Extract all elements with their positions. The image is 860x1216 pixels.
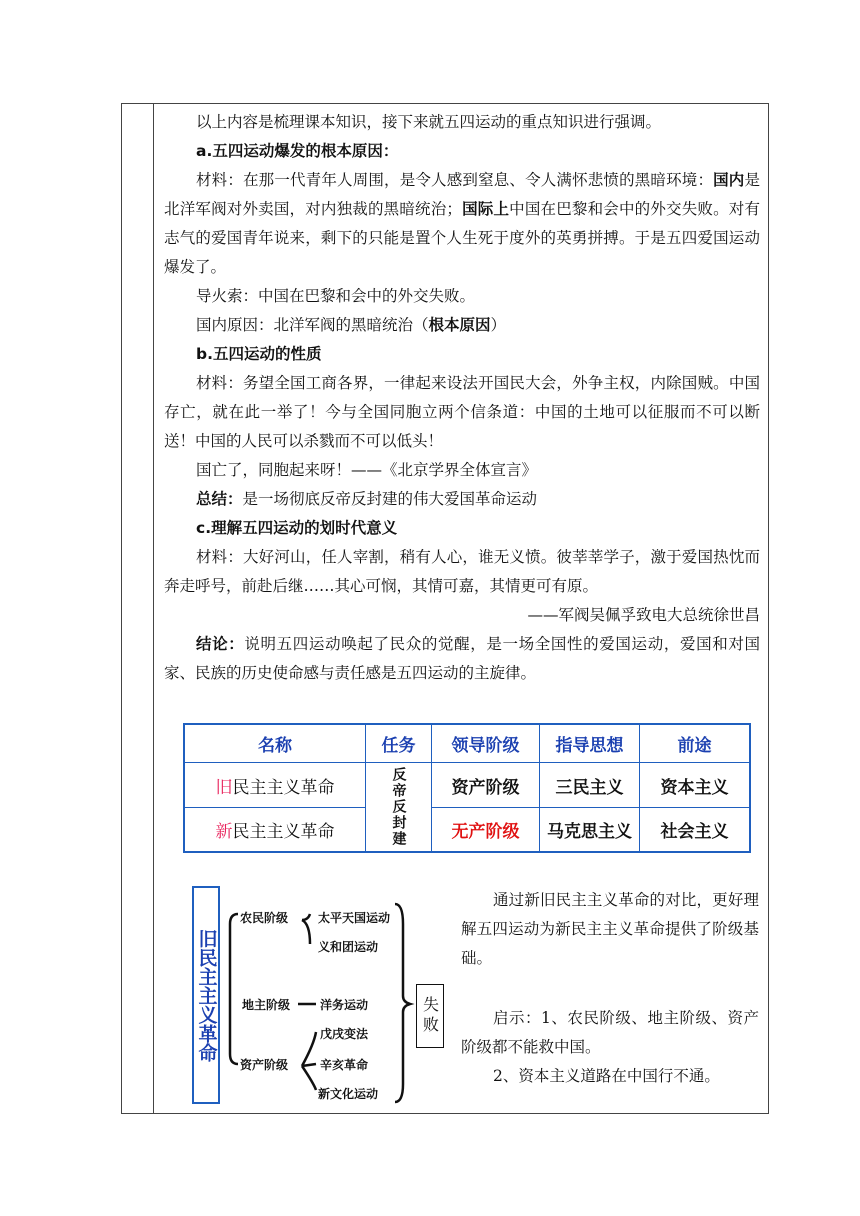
column-divider (153, 103, 154, 1113)
diagram-title-box: 旧民主主义革命 (192, 886, 220, 1104)
side-paragraph-2: 启示：1、农民阶级、地主阶级、资产阶级都不能救中国。 (461, 1009, 759, 1056)
row-new-ideology: 马克思主义 (547, 822, 632, 842)
event-westernization: 洋务运动 (320, 998, 369, 1012)
intro-paragraph: 以上内容是梳理课本知识，接下来就五四运动的重点知识进行强调。 (196, 113, 662, 131)
section-c-heading: c.理解五四运动的划时代意义 (196, 519, 398, 537)
side-explanation (461, 886, 759, 973)
side-inspiration (461, 1004, 759, 1091)
section-b-quote: 国亡了，同胞起来呀！——《北京学界全体宣言》 (196, 461, 538, 479)
section-a-material: 材料：在那一代青年人周围，是令人感到窒息、令人满怀悲愤的黑暗环境：国内是北洋军阀对外卖国，对内独裁的黑暗统治；国际上中国在巴黎和会中的外交失败。对有志气的爱国青年说来，剩下的只能是置个人生死于度外的英勇拼搏。于是五四爱国运动爆发了。 (164, 171, 760, 276)
row-old-future: 资本主义 (660, 777, 729, 798)
revolution-comparison-table (183, 723, 751, 853)
section-c-material: 材料：大好河山，任人宰割，稍有人心，谁无义愤。彼莘莘学子，激于爱国热忱而奔走呼号，前赴后继……其心可悯，其情可嘉，其情更可有原。 (164, 548, 760, 595)
event-boxer: 义和团运动 (318, 940, 379, 954)
section-a-heading: a.五四运动爆发的根本原因： (196, 142, 399, 160)
side-paragraph-3: 2、资本主义道路在中国行不通。 (493, 1067, 720, 1085)
header-ideology: 指导思想 (555, 736, 624, 756)
row-new-name: 新 民主主义革命 (215, 822, 335, 842)
main-content (164, 108, 760, 688)
section-b-heading: b.五四运动的性质 (196, 345, 322, 363)
section-a-internal: 国内原因：北洋军阀的黑暗统治（根本原因） (196, 316, 507, 334)
event-xinhai: 辛亥革命 (320, 1058, 369, 1072)
row-old-leader: 资产阶级 (451, 777, 520, 798)
row-old-name: 旧 民主主义革命 (215, 777, 335, 798)
event-wuxu: 戊戌变法 (320, 1027, 369, 1041)
header-name: 名称 (258, 736, 292, 756)
row-old-ideology: 三民主义 (555, 777, 624, 798)
side-paragraph-1: 通过新旧民主主义革命的对比，更好理解五四运动为新民主主义革命提供了阶级基础。 (461, 891, 759, 967)
class-bourgeois: 资产阶级 (240, 1058, 289, 1072)
section-c-source: ——军阀吴佩孚致电大总统徐世昌 (527, 606, 760, 624)
section-c-conclusion: 结论：说明五四运动唤起了民众的觉醒，是一场全国性的爱国运动，爱国和对国家、民族的历史使命感与责任感是五四运动的主旋律。 (164, 635, 760, 682)
header-leader: 领导阶级 (451, 736, 520, 756)
header-future: 前途 (677, 736, 712, 756)
result-failure-box: 失败 (416, 984, 444, 1048)
class-peasant: 农民阶级 (240, 911, 289, 925)
header-task: 任务 (381, 736, 416, 756)
section-b-summary: 总结：是一场彻底反帝反封建的伟大爱国革命运动 (196, 490, 538, 508)
event-taiping: 太平天国运动 (318, 911, 391, 925)
class-landlord: 地主阶级 (242, 998, 291, 1012)
row-new-leader: 无产阶级 (451, 822, 520, 842)
old-revolution-diagram (190, 884, 460, 1114)
row-new-future: 社会主义 (660, 822, 729, 842)
event-new-culture: 新文化运动 (318, 1087, 379, 1101)
section-b-material: 材料：务望全国工商各界，一律起来设法开国民大会，外争主权，内除国贼。中国存亡，就在此一举了！今与全国同胞立两个信条道：中国的土地可以征服而不可以断送！中国的人民可以杀戮而不可以低头！ (164, 374, 760, 450)
task-cell: 反帝反封建 (390, 767, 407, 847)
section-a-trigger: 导火索：中国在巴黎和会中的外交失败。 (196, 287, 476, 305)
